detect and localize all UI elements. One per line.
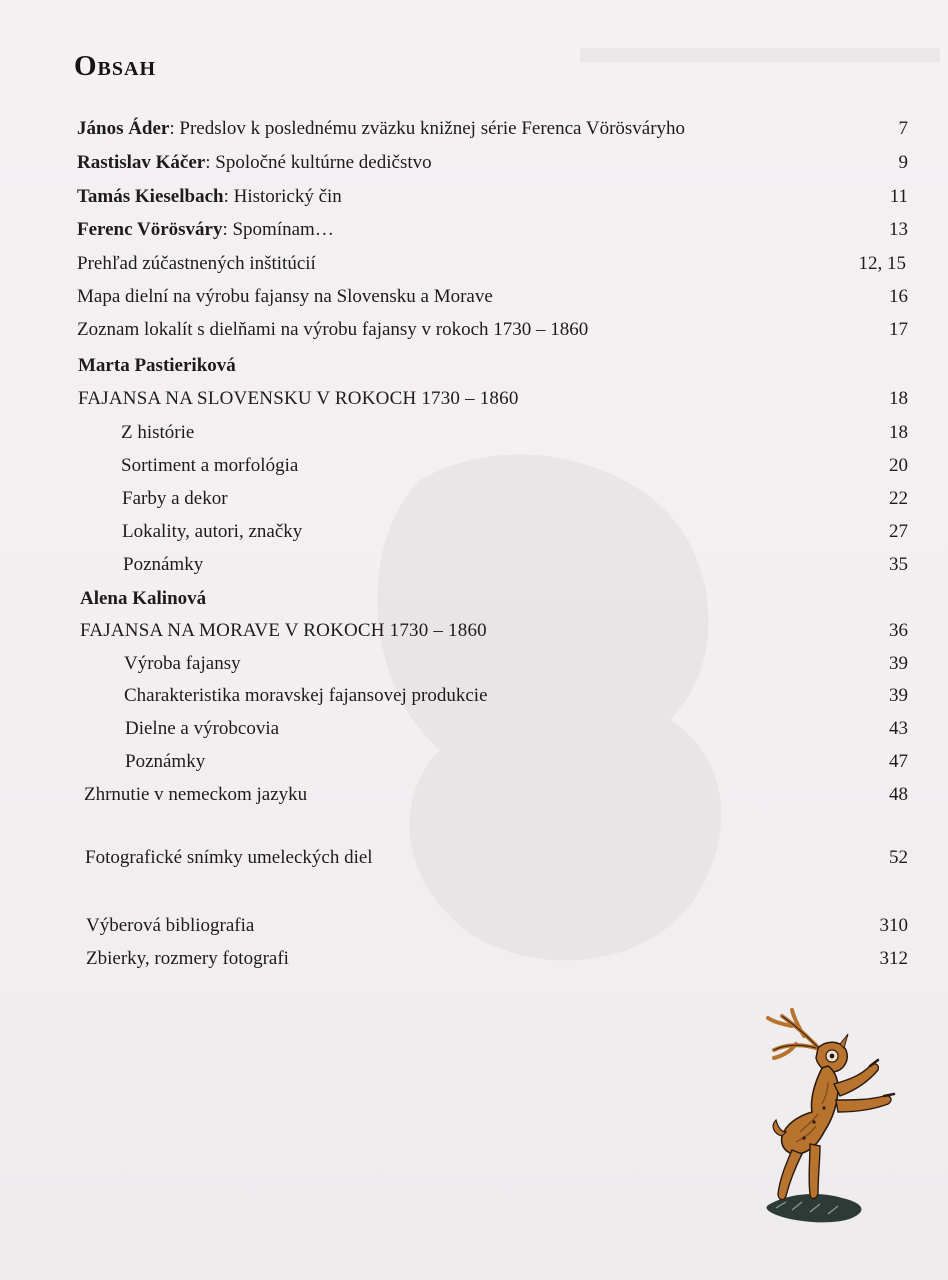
toc-subentry-title: Sortiment a morfológia — [121, 455, 299, 476]
toc-subentry[interactable] — [0, 550, 948, 580]
toc-page-number: 7 — [898, 118, 908, 139]
toc-subentry[interactable] — [0, 681, 948, 711]
show-through-heading — [580, 40, 940, 70]
section-title: FAJANSA NA SLOVENSKU V ROKOCH 1730 – 1860 — [78, 388, 519, 409]
toc-page-number: 12, 15 — [858, 253, 906, 274]
toc-subentry[interactable] — [0, 747, 948, 777]
toc-page-number: 47 — [889, 751, 908, 772]
toc-entry[interactable] — [0, 114, 948, 144]
toc-subentry-title: Dielne a výrobcovia — [125, 718, 280, 739]
toc-subentry[interactable] — [0, 649, 948, 679]
toc-subentry-title: Charakteristika moravskej fajansovej produkcie — [124, 685, 488, 706]
toc-subentry[interactable] — [0, 451, 948, 481]
toc-entry[interactable] — [0, 780, 948, 810]
toc-entry-title: Ferenc Vörösváry: Spomínam… — [77, 219, 334, 240]
toc-page-number: 35 — [889, 554, 908, 575]
section-title: FAJANSA NA MORAVE V ROKOCH 1730 – 1860 — [80, 620, 487, 641]
toc-entry-title: Tamás Kieselbach: Historický čin — [77, 186, 342, 207]
section-author: Marta Pastieriková — [78, 355, 236, 376]
toc-page-number: 312 — [879, 948, 908, 969]
toc-page-number: 27 — [889, 521, 908, 542]
toc-entry-title: Zhrnutie v nemeckom jazyku — [84, 784, 308, 805]
section-title-entry[interactable] — [0, 616, 948, 646]
page-title: Obsah — [74, 50, 157, 82]
toc-entry-title: Mapa dielní na výrobu fajansy na Slovensku a Morave — [77, 286, 493, 307]
toc-page-number: 9 — [898, 152, 908, 173]
toc-subentry-title: Výroba fajansy — [124, 653, 241, 674]
section-title-entry[interactable] — [0, 384, 948, 414]
toc-entry[interactable] — [0, 911, 948, 941]
toc-entry[interactable] — [0, 215, 948, 245]
toc-entry-title: János Áder: Predslov k poslednému zväzku knižnej série Ferenca Vörösváryho — [77, 118, 686, 139]
toc-entry-title: Fotografické snímky umeleckých diel — [85, 847, 373, 868]
toc-page-number: 43 — [889, 718, 908, 739]
section-author: Alena Kalinová — [80, 588, 207, 609]
toc-page-number: 11 — [889, 186, 908, 207]
toc-page-number: 18 — [889, 422, 908, 443]
toc-subentry-title: Poznámky — [125, 751, 206, 772]
toc-subentry-title: Z histórie — [121, 422, 195, 443]
toc-entry-title: Výberová bibliografia — [86, 915, 255, 936]
toc-subentry[interactable] — [0, 418, 948, 448]
toc-page-number: 52 — [889, 847, 908, 868]
toc-subentry[interactable] — [0, 484, 948, 514]
toc-entry-title: Prehľad zúčastnených inštitúcií — [77, 253, 316, 274]
toc-entry[interactable] — [0, 148, 948, 178]
toc-page-number: 20 — [889, 455, 908, 476]
toc-entry[interactable] — [0, 182, 948, 212]
toc-page-number: 18 — [889, 388, 908, 409]
toc-page-number: 13 — [889, 219, 908, 240]
toc-page-number: 310 — [879, 915, 908, 936]
toc-page-number: 17 — [889, 319, 908, 340]
toc-entry[interactable] — [0, 282, 948, 312]
toc-subentry[interactable] — [0, 714, 948, 744]
toc-page-number: 48 — [889, 784, 908, 805]
toc-subentry[interactable] — [0, 517, 948, 547]
deer-illustration — [752, 1004, 912, 1226]
toc-subentry-title: Lokality, autori, značky — [122, 521, 303, 542]
toc-entry-title: Zoznam lokalít s dielňami na výrobu fajansy v rokoch 1730 – 1860 — [77, 319, 589, 340]
toc-page-number: 39 — [889, 653, 908, 674]
toc-entry[interactable] — [0, 843, 948, 873]
toc-page-number: 16 — [889, 286, 908, 307]
toc-entry[interactable] — [0, 249, 948, 279]
toc-page-number: 39 — [889, 685, 908, 706]
toc-page-number: 22 — [889, 488, 908, 509]
toc-subentry-title: Poznámky — [123, 554, 204, 575]
toc-entry-title: Zbierky, rozmery fotografi — [86, 948, 289, 969]
toc-entry[interactable] — [0, 944, 948, 974]
toc-page-number: 36 — [889, 620, 908, 641]
toc-subentry-title: Farby a dekor — [122, 488, 228, 509]
toc-entry[interactable] — [0, 315, 948, 345]
toc-entry-title: Rastislav Káčer: Spoločné kultúrne dedičstvo — [77, 152, 432, 173]
